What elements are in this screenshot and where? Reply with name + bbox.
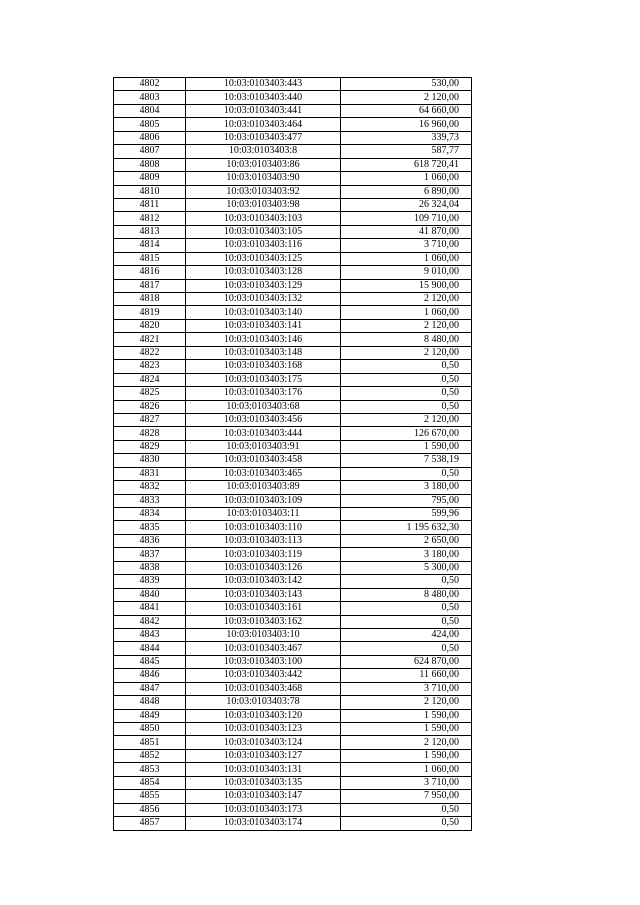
table-row	[114, 454, 472, 467]
value-cell: 2 120,00	[341, 346, 472, 359]
value-cell: 109 710,00	[341, 212, 472, 225]
row-number-cell: 4837	[114, 548, 186, 561]
cadastral-number-cell: 10:03:0103403:98	[186, 198, 341, 211]
table-row	[114, 225, 472, 238]
value-cell: 1 590,00	[341, 749, 472, 762]
cadastral-number-cell: 10:03:0103403:113	[186, 534, 341, 547]
cadastral-number-cell: 10:03:0103403:173	[186, 803, 341, 816]
row-number-cell: 4834	[114, 508, 186, 521]
row-number-cell: 4846	[114, 669, 186, 682]
row-number-cell: 4817	[114, 279, 186, 292]
table-row	[114, 588, 472, 601]
cadastral-number-cell: 10:03:0103403:444	[186, 427, 341, 440]
table-row	[114, 803, 472, 816]
value-cell: 599,96	[341, 508, 472, 521]
value-cell: 1 195 632,30	[341, 521, 472, 534]
value-cell: 16 960,00	[341, 118, 472, 131]
value-cell: 2 650,00	[341, 534, 472, 547]
table-body	[114, 78, 472, 831]
row-number-cell: 4822	[114, 346, 186, 359]
cadastral-number-cell: 10:03:0103403:90	[186, 172, 341, 185]
value-cell: 2 120,00	[341, 736, 472, 749]
table-row	[114, 749, 472, 762]
row-number-cell: 4856	[114, 803, 186, 816]
value-cell: 1 590,00	[341, 723, 472, 736]
table-row	[114, 104, 472, 117]
row-number-cell: 4811	[114, 198, 186, 211]
value-cell: 41 870,00	[341, 225, 472, 238]
value-cell: 11 660,00	[341, 669, 472, 682]
cadastral-number-cell: 10:03:0103403:110	[186, 521, 341, 534]
table-row	[114, 602, 472, 615]
table-row	[114, 467, 472, 480]
value-cell: 64 660,00	[341, 104, 472, 117]
cadastral-number-cell: 10:03:0103403:148	[186, 346, 341, 359]
cadastral-number-cell: 10:03:0103403:78	[186, 696, 341, 709]
cadastral-number-cell: 10:03:0103403:125	[186, 252, 341, 265]
table-row	[114, 440, 472, 453]
row-number-cell: 4806	[114, 131, 186, 144]
cadastral-number-cell: 10:03:0103403:176	[186, 387, 341, 400]
cadastral-number-cell: 10:03:0103403:175	[186, 373, 341, 386]
cadastral-number-cell: 10:03:0103403:477	[186, 131, 341, 144]
table-row	[114, 387, 472, 400]
value-cell: 1 590,00	[341, 709, 472, 722]
table-row	[114, 360, 472, 373]
value-cell: 26 324,04	[341, 198, 472, 211]
table-row	[114, 172, 472, 185]
table-row	[114, 548, 472, 561]
value-cell: 8 480,00	[341, 588, 472, 601]
row-number-cell: 4854	[114, 776, 186, 789]
value-cell: 2 120,00	[341, 91, 472, 104]
cadastral-number-cell: 10:03:0103403:441	[186, 104, 341, 117]
row-number-cell: 4814	[114, 239, 186, 252]
row-number-cell: 4838	[114, 561, 186, 574]
row-number-cell: 4847	[114, 682, 186, 695]
cadastral-number-cell: 10:03:0103403:109	[186, 494, 341, 507]
table-row	[114, 293, 472, 306]
cadastral-number-cell: 10:03:0103403:86	[186, 158, 341, 171]
table-row	[114, 266, 472, 279]
cadastral-number-cell: 10:03:0103403:456	[186, 413, 341, 426]
value-cell: 0,50	[341, 615, 472, 628]
value-cell: 126 670,00	[341, 427, 472, 440]
cadastral-number-cell: 10:03:0103403:8	[186, 145, 341, 158]
cadastral-number-cell: 10:03:0103403:11	[186, 508, 341, 521]
cadastral-number-cell: 10:03:0103403:91	[186, 440, 341, 453]
cadastral-number-cell: 10:03:0103403:131	[186, 763, 341, 776]
table-row	[114, 400, 472, 413]
table-row	[114, 494, 472, 507]
cadastral-number-cell: 10:03:0103403:135	[186, 776, 341, 789]
row-number-cell: 4831	[114, 467, 186, 480]
row-number-cell: 4848	[114, 696, 186, 709]
table-row	[114, 413, 472, 426]
table-row	[114, 763, 472, 776]
cadastral-number-cell: 10:03:0103403:147	[186, 790, 341, 803]
row-number-cell: 4843	[114, 628, 186, 641]
value-cell: 1 060,00	[341, 172, 472, 185]
table-row	[114, 790, 472, 803]
cadastral-number-cell: 10:03:0103403:100	[186, 655, 341, 668]
cadastral-number-cell: 10:03:0103403:129	[186, 279, 341, 292]
value-cell: 618 720,41	[341, 158, 472, 171]
cadastral-number-cell: 10:03:0103403:124	[186, 736, 341, 749]
table-row	[114, 669, 472, 682]
row-number-cell: 4803	[114, 91, 186, 104]
value-cell: 2 120,00	[341, 413, 472, 426]
cadastral-number-cell: 10:03:0103403:174	[186, 817, 341, 830]
value-cell: 424,00	[341, 628, 472, 641]
value-cell: 15 900,00	[341, 279, 472, 292]
cadastral-number-cell: 10:03:0103403:168	[186, 360, 341, 373]
table-row	[114, 212, 472, 225]
value-cell: 0,50	[341, 373, 472, 386]
row-number-cell: 4827	[114, 413, 186, 426]
table-row	[114, 131, 472, 144]
value-cell: 587,77	[341, 145, 472, 158]
cadastral-number-cell: 10:03:0103403:442	[186, 669, 341, 682]
value-cell: 5 300,00	[341, 561, 472, 574]
value-cell: 3 710,00	[341, 776, 472, 789]
value-cell: 2 120,00	[341, 293, 472, 306]
row-number-cell: 4808	[114, 158, 186, 171]
value-cell: 1 060,00	[341, 306, 472, 319]
row-number-cell: 4821	[114, 333, 186, 346]
table-row	[114, 198, 472, 211]
value-cell: 9 010,00	[341, 266, 472, 279]
row-number-cell: 4840	[114, 588, 186, 601]
cadastral-number-cell: 10:03:0103403:140	[186, 306, 341, 319]
table-row	[114, 776, 472, 789]
row-number-cell: 4804	[114, 104, 186, 117]
value-cell: 0,50	[341, 575, 472, 588]
table-row	[114, 239, 472, 252]
value-cell: 530,00	[341, 78, 472, 91]
value-cell: 7 950,00	[341, 790, 472, 803]
cadastral-number-cell: 10:03:0103403:116	[186, 239, 341, 252]
row-number-cell: 4853	[114, 763, 186, 776]
cadastral-number-cell: 10:03:0103403:132	[186, 293, 341, 306]
value-cell: 0,50	[341, 387, 472, 400]
row-number-cell: 4815	[114, 252, 186, 265]
row-number-cell: 4818	[114, 293, 186, 306]
row-number-cell: 4819	[114, 306, 186, 319]
table-row	[114, 185, 472, 198]
cadastral-number-cell: 10:03:0103403:126	[186, 561, 341, 574]
row-number-cell: 4849	[114, 709, 186, 722]
cadastral-number-cell: 10:03:0103403:105	[186, 225, 341, 238]
table-row	[114, 118, 472, 131]
value-cell: 1 590,00	[341, 440, 472, 453]
row-number-cell: 4851	[114, 736, 186, 749]
row-number-cell: 4828	[114, 427, 186, 440]
table-row	[114, 696, 472, 709]
value-cell: 8 480,00	[341, 333, 472, 346]
row-number-cell: 4830	[114, 454, 186, 467]
table-row	[114, 615, 472, 628]
value-cell: 0,50	[341, 360, 472, 373]
table-row	[114, 628, 472, 641]
value-cell: 7 538,19	[341, 454, 472, 467]
cadastral-number-cell: 10:03:0103403:89	[186, 481, 341, 494]
cadastral-number-cell: 10:03:0103403:92	[186, 185, 341, 198]
cadastral-number-cell: 10:03:0103403:162	[186, 615, 341, 628]
table-row	[114, 709, 472, 722]
value-cell: 2 120,00	[341, 319, 472, 332]
table-row	[114, 78, 472, 91]
row-number-cell: 4812	[114, 212, 186, 225]
table-row	[114, 521, 472, 534]
row-number-cell: 4810	[114, 185, 186, 198]
row-number-cell: 4824	[114, 373, 186, 386]
table-row	[114, 817, 472, 830]
table-row	[114, 306, 472, 319]
cadastral-number-cell: 10:03:0103403:458	[186, 454, 341, 467]
value-cell: 3 180,00	[341, 548, 472, 561]
value-cell: 3 180,00	[341, 481, 472, 494]
value-cell: 1 060,00	[341, 763, 472, 776]
row-number-cell: 4805	[114, 118, 186, 131]
cadastral-number-cell: 10:03:0103403:123	[186, 723, 341, 736]
value-cell: 0,50	[341, 642, 472, 655]
row-number-cell: 4836	[114, 534, 186, 547]
table-row	[114, 736, 472, 749]
row-number-cell: 4850	[114, 723, 186, 736]
value-cell: 3 710,00	[341, 239, 472, 252]
table-row	[114, 561, 472, 574]
row-number-cell: 4826	[114, 400, 186, 413]
cadastral-number-cell: 10:03:0103403:143	[186, 588, 341, 601]
value-cell: 0,50	[341, 817, 472, 830]
table-row	[114, 534, 472, 547]
cadastral-number-cell: 10:03:0103403:468	[186, 682, 341, 695]
table-row	[114, 682, 472, 695]
table-row	[114, 427, 472, 440]
value-cell: 1 060,00	[341, 252, 472, 265]
table-row	[114, 333, 472, 346]
cadastral-number-cell: 10:03:0103403:103	[186, 212, 341, 225]
row-number-cell: 4844	[114, 642, 186, 655]
value-cell: 624 870,00	[341, 655, 472, 668]
value-cell: 6 890,00	[341, 185, 472, 198]
cadastral-number-cell: 10:03:0103403:161	[186, 602, 341, 615]
cadastral-number-cell: 10:03:0103403:146	[186, 333, 341, 346]
cadastral-number-cell: 10:03:0103403:128	[186, 266, 341, 279]
cadastral-number-cell: 10:03:0103403:10	[186, 628, 341, 641]
value-cell: 0,50	[341, 803, 472, 816]
row-number-cell: 4852	[114, 749, 186, 762]
row-number-cell: 4820	[114, 319, 186, 332]
cadastral-number-cell: 10:03:0103403:127	[186, 749, 341, 762]
value-cell: 0,50	[341, 400, 472, 413]
row-number-cell: 4857	[114, 817, 186, 830]
row-number-cell: 4842	[114, 615, 186, 628]
table-row	[114, 91, 472, 104]
table-row	[114, 252, 472, 265]
table-row	[114, 481, 472, 494]
row-number-cell: 4839	[114, 575, 186, 588]
row-number-cell: 4845	[114, 655, 186, 668]
row-number-cell: 4809	[114, 172, 186, 185]
row-number-cell: 4829	[114, 440, 186, 453]
row-number-cell: 4833	[114, 494, 186, 507]
row-number-cell: 4823	[114, 360, 186, 373]
cadastral-number-cell: 10:03:0103403:443	[186, 78, 341, 91]
cadastral-number-cell: 10:03:0103403:142	[186, 575, 341, 588]
row-number-cell: 4802	[114, 78, 186, 91]
row-number-cell: 4841	[114, 602, 186, 615]
value-cell: 339,73	[341, 131, 472, 144]
row-number-cell: 4835	[114, 521, 186, 534]
cadastral-number-cell: 10:03:0103403:465	[186, 467, 341, 480]
cadastral-number-cell: 10:03:0103403:120	[186, 709, 341, 722]
table-row	[114, 642, 472, 655]
row-number-cell: 4807	[114, 145, 186, 158]
cadastral-number-cell: 10:03:0103403:464	[186, 118, 341, 131]
cadastral-value-table	[113, 77, 472, 831]
row-number-cell: 4816	[114, 266, 186, 279]
cadastral-number-cell: 10:03:0103403:440	[186, 91, 341, 104]
table-row	[114, 508, 472, 521]
table-row	[114, 346, 472, 359]
row-number-cell: 4832	[114, 481, 186, 494]
table-row	[114, 373, 472, 386]
value-cell: 795,00	[341, 494, 472, 507]
cadastral-number-cell: 10:03:0103403:467	[186, 642, 341, 655]
value-cell: 2 120,00	[341, 696, 472, 709]
cadastral-number-cell: 10:03:0103403:119	[186, 548, 341, 561]
table-row	[114, 655, 472, 668]
table-row	[114, 279, 472, 292]
value-cell: 0,50	[341, 467, 472, 480]
table-row	[114, 575, 472, 588]
cadastral-number-cell: 10:03:0103403:141	[186, 319, 341, 332]
row-number-cell: 4813	[114, 225, 186, 238]
table-row	[114, 145, 472, 158]
value-cell: 3 710,00	[341, 682, 472, 695]
table-row	[114, 723, 472, 736]
table-row	[114, 158, 472, 171]
table-row	[114, 319, 472, 332]
row-number-cell: 4825	[114, 387, 186, 400]
row-number-cell: 4855	[114, 790, 186, 803]
value-cell: 0,50	[341, 602, 472, 615]
cadastral-number-cell: 10:03:0103403:68	[186, 400, 341, 413]
